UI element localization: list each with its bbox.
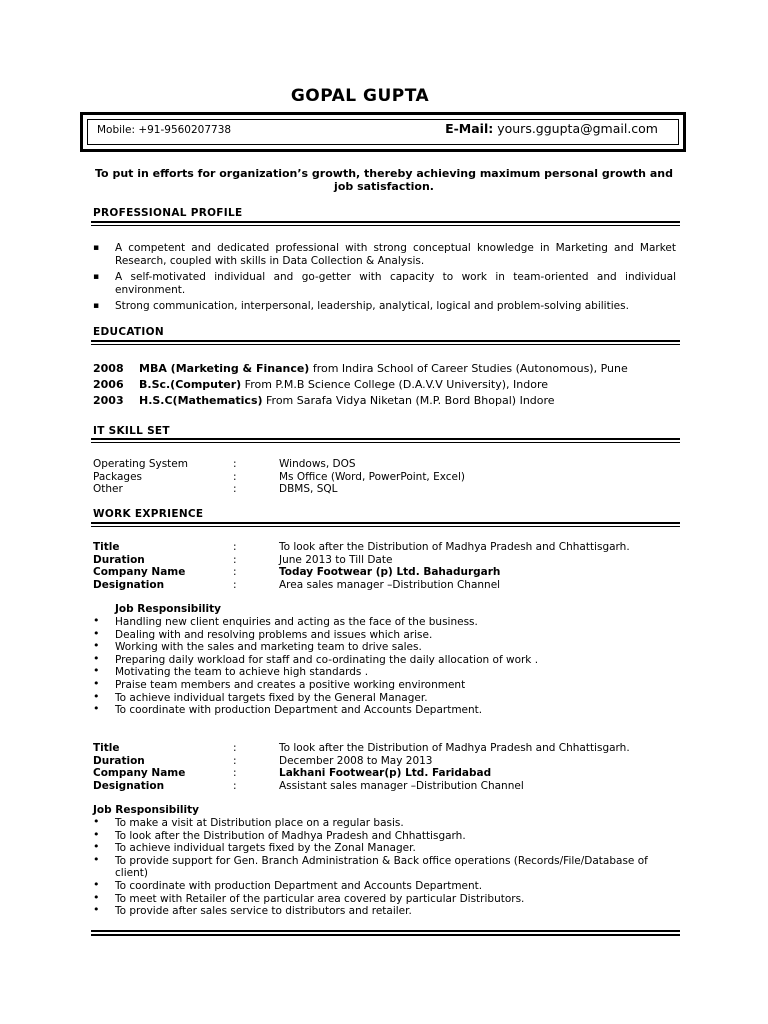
job-row — [93, 554, 630, 567]
job-key: Designation — [93, 779, 165, 792]
list-item: • Praise team members and creates a positive working environment — [93, 679, 676, 692]
skill-value: Windows, DOS — [279, 458, 356, 470]
email-address: yours.ggupta@gmail.com — [497, 121, 658, 136]
job-details — [93, 742, 630, 792]
section-rule — [91, 221, 680, 226]
skill-row — [93, 471, 465, 484]
job-value: December 2008 to May 2013 — [279, 754, 433, 767]
skill-value: DBMS, SQL — [279, 483, 338, 495]
separator: : — [233, 767, 237, 779]
list-item: • To coordinate with production Department and Accounts Department. — [93, 880, 676, 893]
education-row — [93, 378, 548, 391]
separator: : — [233, 754, 237, 767]
job-key: Title — [93, 742, 120, 754]
contact-box-inner — [87, 119, 679, 145]
list-item: • To achieve individual targets fixed by the General Manager. — [93, 692, 676, 705]
education-detail: from Indira School of Career Studies (Autonomous), Pune — [309, 362, 628, 375]
list-item: ▪ A self-motivated individual and go-getter with capacity to work in team-oriented and individual environment. — [93, 271, 676, 296]
job-row — [93, 755, 630, 768]
section-heading-profile: PROFESSIONAL PROFILE — [93, 207, 243, 219]
job-row — [93, 780, 630, 793]
skill-key: Operating System — [93, 458, 188, 470]
mobile-number: Mobile: +91-9560207738 — [97, 124, 232, 136]
list-item: • Handling new client enquiries and acting as the face of the business. — [93, 616, 676, 629]
list-item: • To achieve individual targets fixed by the Zonal Manager. — [93, 842, 676, 855]
job-row — [93, 566, 630, 579]
job-value: Area sales manager –Distribution Channel — [279, 578, 501, 591]
education-degree: H.S.C(Mathematics) — [139, 394, 263, 407]
email-line — [445, 121, 658, 136]
separator: : — [233, 470, 237, 483]
separator: : — [233, 458, 237, 470]
education-row — [93, 362, 628, 375]
list-item: • Preparing daily workload for staff and co-ordinating the daily allocation of work . — [93, 654, 676, 667]
separator: : — [233, 779, 237, 792]
education-row — [93, 394, 555, 407]
list-item: • Motivating the team to achieve high standards . — [93, 666, 676, 679]
skill-value: Ms Office (Word, PowerPoint, Excel) — [279, 470, 466, 483]
list-item: • Working with the sales and marketing team to drive sales. — [93, 641, 676, 654]
contact-box — [80, 112, 686, 152]
separator: : — [233, 541, 237, 553]
skill-key: Packages — [93, 470, 142, 483]
section-heading-education: EDUCATION — [93, 326, 164, 338]
job-value: Assistant sales manager –Distribution Channel — [279, 779, 524, 792]
skill-row — [93, 458, 465, 471]
job-responsibility-list — [93, 817, 676, 918]
job-value: June 2013 to Till Date — [279, 553, 393, 566]
section-heading-it-skills: IT SKILL SET — [93, 425, 170, 437]
section-rule — [91, 438, 680, 443]
job-row — [93, 541, 630, 554]
separator: : — [233, 578, 237, 591]
separator: : — [233, 566, 237, 578]
job-key: Company Name — [93, 767, 186, 779]
email-label: E-Mail: — [445, 121, 494, 136]
section-heading-work: WORK EXPRIENCE — [93, 508, 204, 520]
job-value: To look after the Distribution of Madhya Pradesh and Chhattisgarh. — [279, 742, 630, 754]
list-item: ▪ A competent and dedicated professional with strong conceptual knowledge in Marketing and Market Research, coupled with skills in Data Collection & Analysis. — [93, 242, 676, 267]
section-rule — [91, 522, 680, 527]
job-details — [93, 541, 630, 591]
list-item: ▪ Strong communication, interpersonal, leadership, analytical, logical and problem-solving abilities. — [93, 300, 676, 313]
education-detail: From Sarafa Vidya Niketan (M.P. Bord Bhopal) Indore — [262, 394, 555, 407]
list-item: • To look after the Distribution of Madhya Pradesh and Chhattisgarh. — [93, 830, 676, 843]
education-year: 2006 — [93, 378, 124, 391]
job-key: Designation — [93, 578, 165, 591]
list-item: • To provide support for Gen. Branch Administration & Back office operations (Records/File/Database of client) — [93, 855, 676, 880]
separator: : — [233, 553, 237, 566]
education-year: 2003 — [93, 394, 124, 407]
list-item: • To provide after sales service to distributors and retailer. — [93, 905, 676, 918]
job-key: Duration — [93, 754, 145, 767]
separator: : — [233, 742, 237, 754]
skill-row — [93, 483, 465, 496]
job-value: Lakhani Footwear(p) Ltd. Faridabad — [279, 767, 492, 779]
list-item: • To make a visit at Distribution place on a regular basis. — [93, 817, 676, 830]
education-degree: MBA (Marketing & Finance) — [139, 362, 310, 375]
closing-rule — [91, 930, 680, 938]
it-skills-table — [93, 458, 465, 496]
list-item: • Dealing with and resolving problems and issues which arise. — [93, 629, 676, 642]
career-objective: To put in efforts for organization’s growth, thereby achieving maximum personal growth and job satisfaction. — [95, 167, 673, 193]
job-key: Company Name — [93, 566, 186, 578]
skill-key: Other — [93, 483, 123, 495]
education-year: 2008 — [93, 362, 124, 375]
job-row — [93, 742, 630, 755]
job-value: Today Footwear (p) Ltd. Bahadurgarh — [279, 566, 501, 578]
job-row — [93, 767, 630, 780]
section-rule — [91, 340, 680, 345]
job-responsibility-heading: Job Responsibility — [93, 804, 199, 816]
job-responsibility-list — [93, 616, 676, 717]
candidate-name: GOPAL GUPTA — [290, 86, 430, 106]
education-detail: From P.M.B Science College (D.A.V.V University), Indore — [241, 378, 549, 391]
job-key: Duration — [93, 553, 145, 566]
education-degree: B.Sc.(Computer) — [139, 378, 242, 391]
job-responsibility-heading: Job Responsibility — [115, 603, 221, 615]
list-item: • To meet with Retailer of the particular area covered by particular Distributors. — [93, 893, 676, 906]
separator: : — [233, 483, 237, 495]
list-item: • To coordinate with production Department and Accounts Department. — [93, 704, 676, 717]
job-value: To look after the Distribution of Madhya Pradesh and Chhattisgarh. — [279, 541, 630, 553]
job-row — [93, 579, 630, 592]
job-key: Title — [93, 541, 120, 553]
profile-list — [93, 242, 676, 317]
